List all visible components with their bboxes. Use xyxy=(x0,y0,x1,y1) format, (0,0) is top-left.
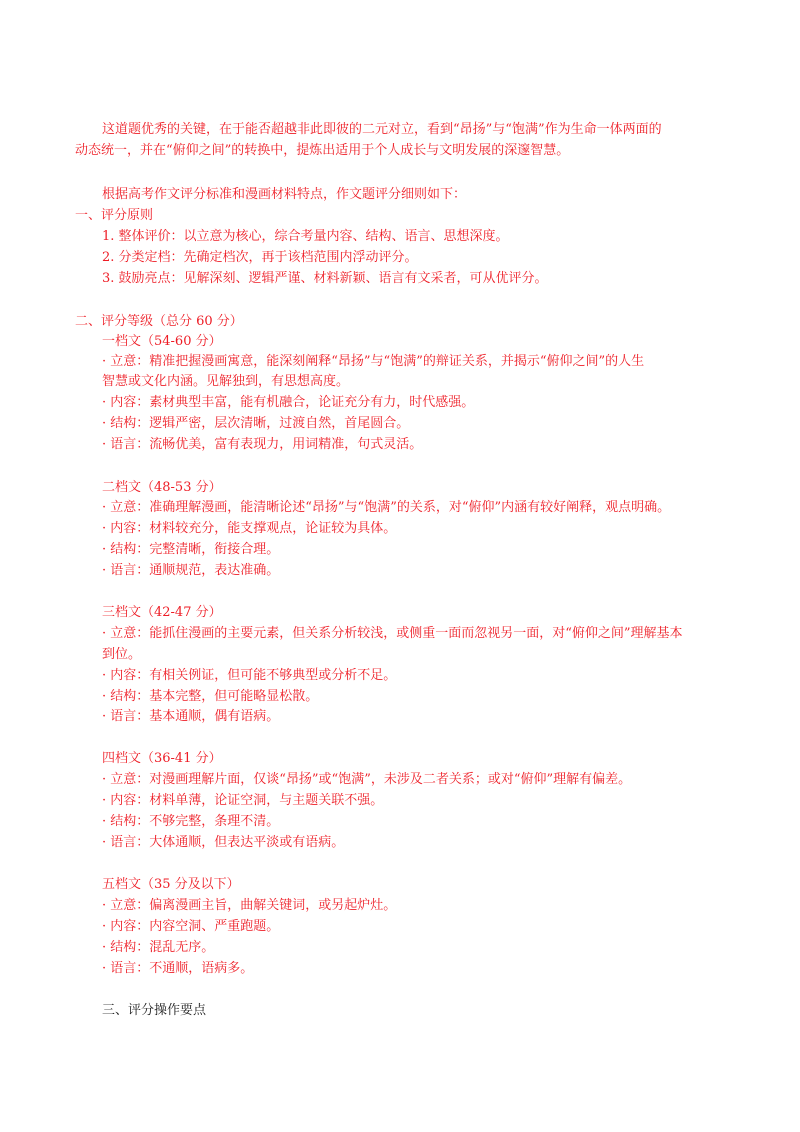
grade-line: · 内容：素材典型丰富，能有机融合，论证充分有力，时代感强。 xyxy=(102,395,475,410)
principle-item: 1. 整体评价：以立意为核心，综合考量内容、结构、语言、思想深度。 xyxy=(102,229,509,244)
grade-line: · 语言：基本通顺，偶有语病。 xyxy=(102,709,280,724)
grade-line: · 结构：不够完整，条理不清。 xyxy=(102,814,280,829)
grade-title: 二档文（48-53 分） xyxy=(102,480,222,495)
grade-line: · 内容：材料较充分，能支撑观点，论证较为具体。 xyxy=(102,521,397,536)
grade-line: · 结构：逻辑严密，层次清晰，过渡自然，首尾圆合。 xyxy=(102,416,410,431)
grade-line: · 立意：偏离漫画主旨，曲解关键词，或另起炉灶。 xyxy=(102,898,397,913)
grade-line: · 立意：能抓住漫画的主要元素，但关系分析较浅，或侧重一面而忽视另一面，对“俯仰之间”理解基本 xyxy=(102,626,683,641)
principle-item: 3. 鼓励亮点：见解深刻、逻辑严谨、材料新颖、语言有文采者，可从优评分。 xyxy=(102,271,548,286)
section3-heading: 三、评分操作要点 xyxy=(102,1003,207,1018)
grade-line: · 结构：基本完整，但可能略显松散。 xyxy=(102,689,319,704)
preface: 根据高考作文评分标准和漫画材料特点，作文题评分细则如下： xyxy=(102,187,467,202)
grade-line: 智慧或文化内涵。见解独到，有思想高度。 xyxy=(102,374,350,389)
principle-item: 2. 分类定档：先确定档次，再于该档范围内浮动评分。 xyxy=(102,250,418,265)
grade-line: · 立意：准确理解漫画，能清晰论述“昂扬”与“饱满”的关系，对“俯仰”内涵有较好阐释，观点明确。 xyxy=(102,500,671,515)
grade-line: · 语言：流畅优美，富有表现力，用词精准，句式灵活。 xyxy=(102,437,423,452)
grade-title: 五档文（35 分及以下） xyxy=(102,877,240,892)
grade-title: 三档文（42-47 分） xyxy=(102,605,222,620)
grade-line: · 立意：对漫画理解片面，仅谈“昂扬”或“饱满”，未涉及二者关系；或对“俯仰”理解有偏差。 xyxy=(102,772,632,787)
section1-heading: 一、评分原则 xyxy=(75,208,154,223)
grade-line: · 立意：精准把握漫画寓意，能深刻阐释“昂扬”与“饱满”的辩证关系，并揭示“俯仰之间”的人生 xyxy=(102,354,645,369)
grade-line: 到位。 xyxy=(102,647,142,662)
grade-title: 一档文（54-60 分） xyxy=(102,334,222,349)
grade-line: · 内容：材料单薄，论证空洞，与主题关联不强。 xyxy=(102,793,384,808)
grade-line: · 语言：不通顺，语病多。 xyxy=(102,961,254,976)
grade-line: · 语言：通顺规范，表达准确。 xyxy=(102,563,280,578)
grade-line: · 结构：混乱无序。 xyxy=(102,940,215,955)
intro-line-2: 动态统一，并在“俯仰之间”的转换中，提炼出适用于个人成长与文明发展的深邃智慧。 xyxy=(75,143,570,158)
grade-line: · 结构：完整清晰，衔接合理。 xyxy=(102,542,280,557)
grade-title: 四档文（36-41 分） xyxy=(102,751,222,766)
grade-line: · 内容：有相关例证，但可能不够典型或分析不足。 xyxy=(102,668,397,683)
section2-heading: 二、评分等级（总分 60 分） xyxy=(75,314,243,329)
grade-line: · 语言：大体通顺，但表达平淡或有语病。 xyxy=(102,835,345,850)
intro-line-1: 这道题优秀的关键，在于能否超越非此即彼的二元对立，看到“昂扬”与“饱满”作为生命一体两面的 xyxy=(102,122,662,137)
grade-line: · 内容：内容空洞、严重跑题。 xyxy=(102,919,280,934)
